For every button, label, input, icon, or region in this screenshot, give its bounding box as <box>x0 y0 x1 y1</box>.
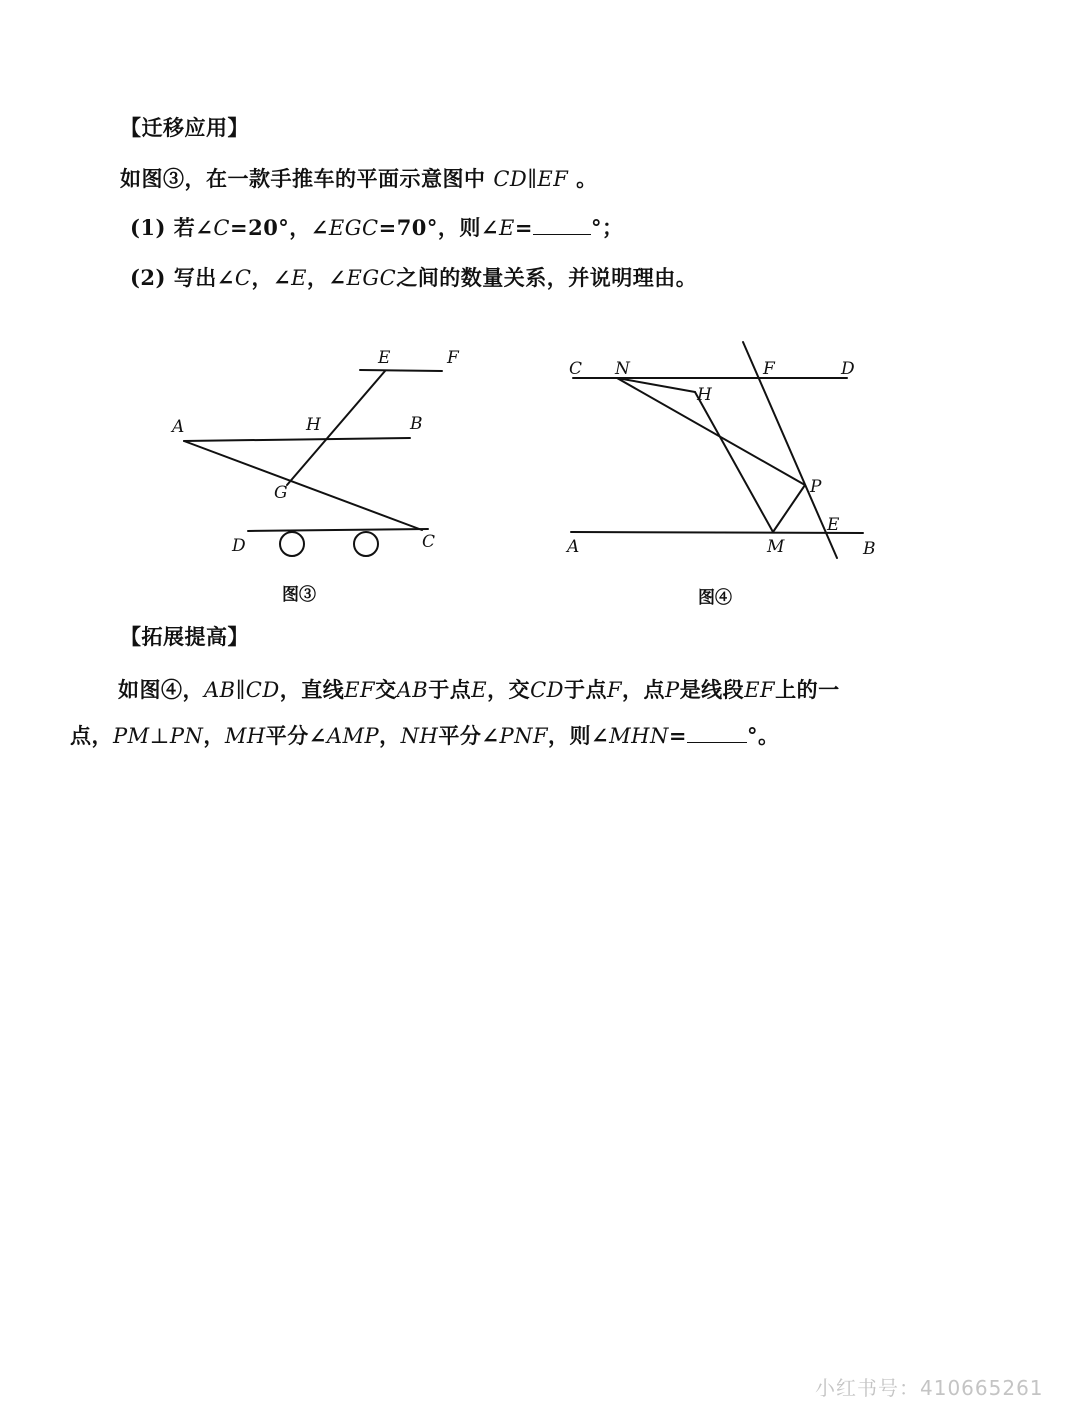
q2-text-a: 写出∠ <box>173 265 235 290</box>
figure3-intro <box>120 163 598 193</box>
figure4-problem-line2 <box>70 720 779 750</box>
q2-number: (2) <box>130 265 166 290</box>
q1-text-e: =70°，则∠ <box>378 215 500 240</box>
fig4-label-b: B <box>863 539 876 559</box>
p4b-text-g: ， <box>379 723 401 748</box>
p4b-degree: °。 <box>746 723 780 748</box>
fig4-label-p: P <box>810 477 822 497</box>
fig3-label-d: D <box>232 536 246 556</box>
q1-text-a: 若∠ <box>173 215 214 240</box>
question-2 <box>130 262 697 292</box>
section-heading-transfer: 【迁移应用】 <box>120 115 249 140</box>
p4-text-o: 是线段 <box>679 677 745 702</box>
figure3-diagram <box>160 340 460 570</box>
fig3-line-ef <box>360 370 442 371</box>
fig4-label-c: C <box>569 359 583 379</box>
q2-text-e: ，∠ <box>306 265 347 290</box>
p4-line-ef: EF <box>344 678 376 702</box>
q1-angle-e: E <box>499 216 515 240</box>
fig4-label-h: H <box>697 385 712 405</box>
question-1 <box>130 212 623 242</box>
p4-point-f: F <box>606 678 623 702</box>
fig4-label-n: N <box>615 359 630 379</box>
q2-text-g: 之间的数量关系，并说明理由。 <box>396 265 698 290</box>
q2-text-c: ，∠ <box>251 265 292 290</box>
figure4-diagram <box>555 330 885 570</box>
fig4-line-ef <box>743 342 837 558</box>
p4b-text-c: ， <box>203 723 225 748</box>
figure4-caption: 图④ <box>698 588 732 608</box>
fig4-line-ab <box>571 532 863 533</box>
intro-text: 如图③，在一款手推车的平面示意图中 <box>120 166 486 191</box>
q1-degree: °； <box>590 215 624 240</box>
p4-segment-ef: EF <box>744 678 776 702</box>
figure3-caption: 图③ <box>282 585 316 605</box>
q1-angle-egc: EGC <box>328 216 379 240</box>
q1-answer-blank[interactable] <box>533 233 591 235</box>
p4b-text-a: 点， <box>70 723 113 748</box>
p4-text-k: 于点 <box>563 677 607 702</box>
fig4-label-m: M <box>767 537 785 557</box>
p4-cd: CD <box>530 678 564 702</box>
p4b-text-i: 平分∠ <box>438 723 500 748</box>
q1-angle-c: C <box>213 216 230 240</box>
fig3-label-g: G <box>274 483 288 503</box>
p4b-mh: MH <box>224 724 266 748</box>
p4-parallel: AB∥CD <box>204 678 280 702</box>
fig3-label-b: B <box>410 414 423 434</box>
fig4-label-d: D <box>841 359 855 379</box>
fig4-line-hm <box>695 392 773 532</box>
q1-number: (1) <box>130 215 166 240</box>
q1-text-c: =20°，∠ <box>229 215 329 240</box>
fig3-label-c: C <box>422 532 436 552</box>
q2-angle-e: E <box>291 266 307 290</box>
q2-angle-c: C <box>234 266 252 290</box>
fig4-label-a: A <box>567 537 580 557</box>
fig3-line-eg <box>287 371 385 485</box>
p4-text-e: 交 <box>375 677 397 702</box>
p4-text-q: 上的一 <box>775 677 840 702</box>
fig3-label-f: F <box>447 348 459 368</box>
p4b-text-k: ，则∠ <box>548 723 610 748</box>
p4b-nh: NH <box>400 724 439 748</box>
section-heading-extend: 【拓展提高】 <box>120 624 249 649</box>
p4-point-e: E <box>471 678 488 702</box>
fig3-wheel-right <box>354 532 378 556</box>
p4b-text-e: 平分∠ <box>265 723 327 748</box>
watermark: 小红书号：410665261 <box>815 1376 1044 1400</box>
figure4-problem-line1 <box>118 674 840 704</box>
fig3-label-e: E <box>378 348 391 368</box>
p4-point-p: P <box>665 678 680 702</box>
p4-text-m: ，点 <box>622 677 666 702</box>
fig3-line-ac <box>184 441 422 530</box>
intro-end: 。 <box>576 166 598 191</box>
q2-angle-egc: EGC <box>346 266 397 290</box>
fig3-line-ab <box>184 438 410 441</box>
p4b-pnf: PNF <box>499 724 549 748</box>
p4b-equals: = <box>668 723 687 748</box>
p4-answer-blank[interactable] <box>687 741 747 743</box>
fig3-label-a: A <box>172 417 185 437</box>
p4-ab: AB <box>396 678 429 702</box>
intro-parallel: CD∥EF <box>493 167 569 191</box>
p4b-mhn: MHN <box>609 724 669 748</box>
fig3-label-h: H <box>306 415 321 435</box>
p4b-amp: AMP <box>326 724 380 748</box>
fig4-line-pm <box>773 485 805 532</box>
p4-text-i: ，交 <box>487 677 531 702</box>
q1-equals: = <box>514 215 533 240</box>
p4-text-c: ，直线 <box>279 677 345 702</box>
p4-text-a: 如图④， <box>118 677 204 702</box>
fig3-wheel-left <box>280 532 304 556</box>
fig4-label-e: E <box>827 515 840 535</box>
fig3-line-dc <box>248 529 428 531</box>
fig4-label-f: F <box>763 359 775 379</box>
p4b-perpendicular: PM⊥PN <box>113 724 204 748</box>
p4-text-g: 于点 <box>428 677 472 702</box>
